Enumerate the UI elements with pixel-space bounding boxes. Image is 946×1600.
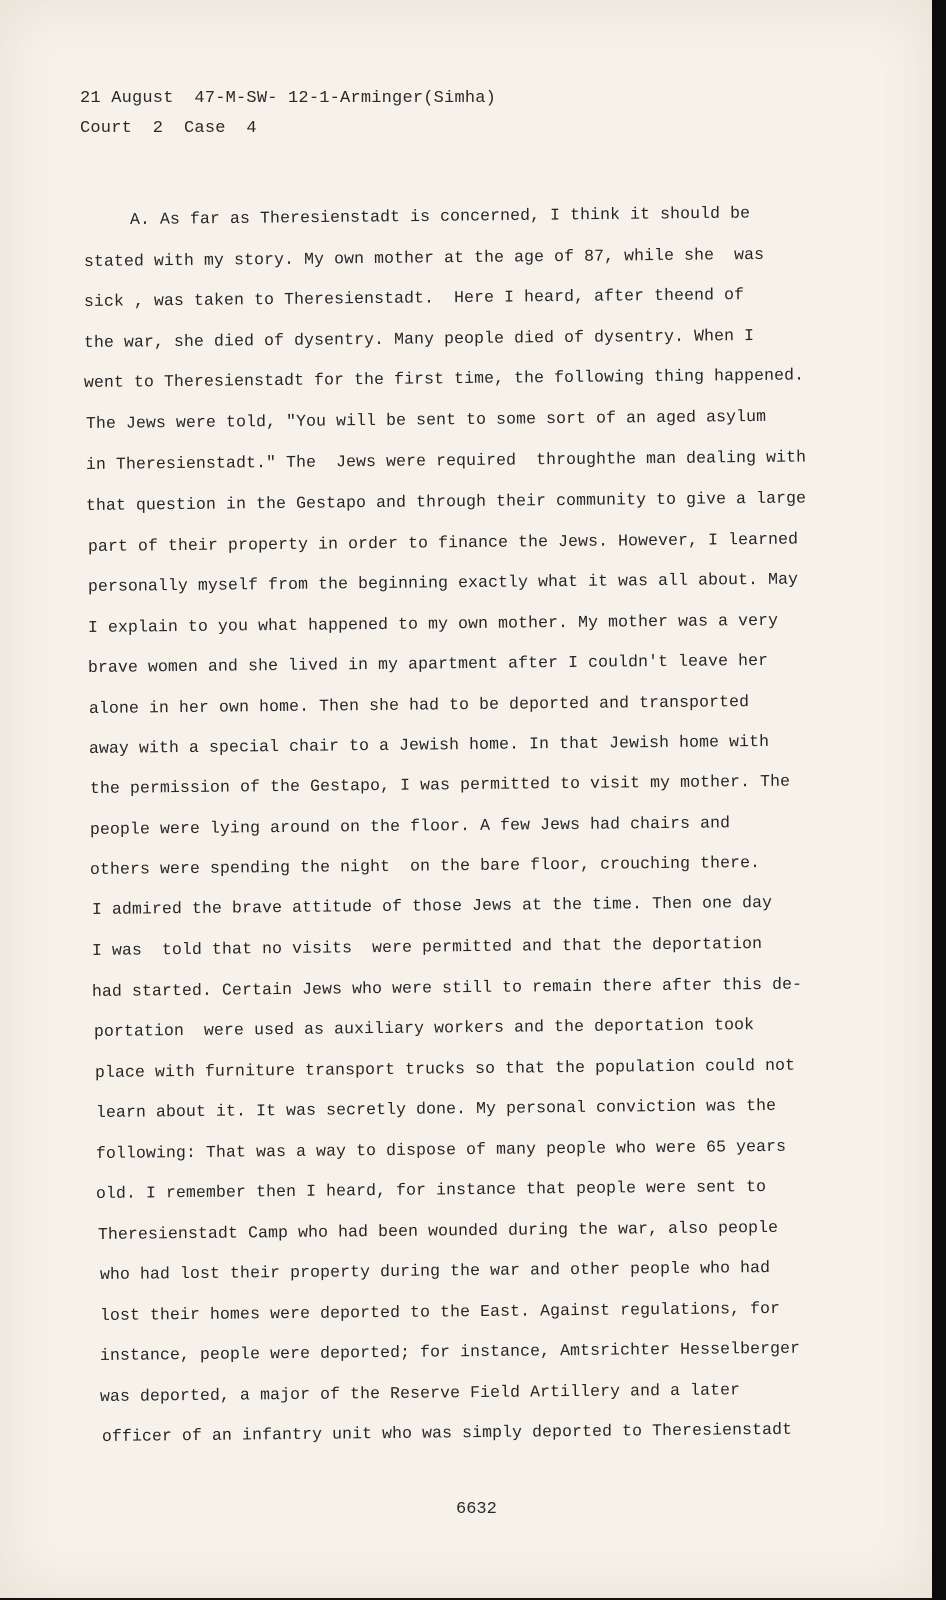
body-line: following: That was a way to dispose of many people who were 65 years <box>95 1136 787 1163</box>
body-line: old. I remember then I heard, for instance that people were sent to <box>95 1176 767 1203</box>
body-line: lost their homes were deported to the East. Against regulations, for <box>99 1298 781 1325</box>
scan-border <box>932 0 946 1600</box>
body-line: part of their property in order to finance the Jews. However, I learned <box>87 529 799 556</box>
body-line: A. As far as Theresienstadt is concerned, I think it should be <box>129 203 751 229</box>
body-line: the war, she died of dysentry. Many people died of dysentry. When I <box>83 325 755 352</box>
body-line: I explain to you what happened to my own mother. My mother was a very <box>87 610 779 637</box>
body-line: officer of an infantry unit who was simply deported to Theresienstadt <box>101 1419 793 1446</box>
body-line: away with a special chair to a Jewish home. In that Jewish home with <box>88 731 770 758</box>
body-line: I admired the brave attitude of those Jews at the time. Then one day <box>91 892 773 919</box>
header-date-reference: 21 August 47-M-SW- 12-1-Arminger(Simha) <box>80 89 497 108</box>
body-line: instance, people were deported; for instance, Amtsrichter Hesselberger <box>99 1338 801 1365</box>
body-line: was deported, a major of the Reserve Field Artillery and a later <box>99 1380 741 1406</box>
body-line: went to Theresienstadt for the first time, the following thing happened. <box>83 365 805 392</box>
body-line: I was told that no visits were permitted and that the deportation <box>91 933 763 960</box>
body-line: people were lying around on the floor. A few Jews had chairs and <box>89 813 731 839</box>
body-line: stated with my story. My own mother at the age of 87, while she was <box>83 244 765 271</box>
body-line: alone in her own home. Then she had to be deported and transported <box>88 692 750 718</box>
body-line: the permission of the Gestapo, I was permitted to visit my mother. The <box>89 771 791 798</box>
body-line: sick , was taken to Theresienstadt. Here I heard, after theend of <box>83 285 745 311</box>
body-line: in Theresienstadt." The Jews were required throughthe man dealing with <box>85 447 807 474</box>
body-line: that question in the Gestapo and through their community to give a large <box>85 488 807 515</box>
body-line: had started. Certain Jews who were still to remain there after this de- <box>91 974 803 1001</box>
body-line: place with furniture transport trucks so that the population could not <box>94 1055 796 1082</box>
body-line: Theresienstadt Camp who had been wounded during the war, also people <box>97 1217 779 1244</box>
body-line: brave women and she lived in my apartment after I couldn't leave her <box>87 650 769 677</box>
body-line: who had lost their property during the war and other people who had <box>99 1257 771 1284</box>
body-line: portation were used as auxiliary workers and the deportation took <box>93 1015 755 1041</box>
header-court-case: Court 2 Case 4 <box>80 119 257 138</box>
page-number: 6632 <box>456 1500 497 1519</box>
body-line: others were spending the night on the bare floor, crouching there. <box>89 852 761 879</box>
body-line: learn about it. It was secretly done. My personal conviction was the <box>95 1095 777 1122</box>
body-line: personally myself from the beginning exactly what it was all about. May <box>87 569 799 596</box>
body-line: The Jews were told, "You will be sent to some sort of an aged asylum <box>85 406 767 433</box>
